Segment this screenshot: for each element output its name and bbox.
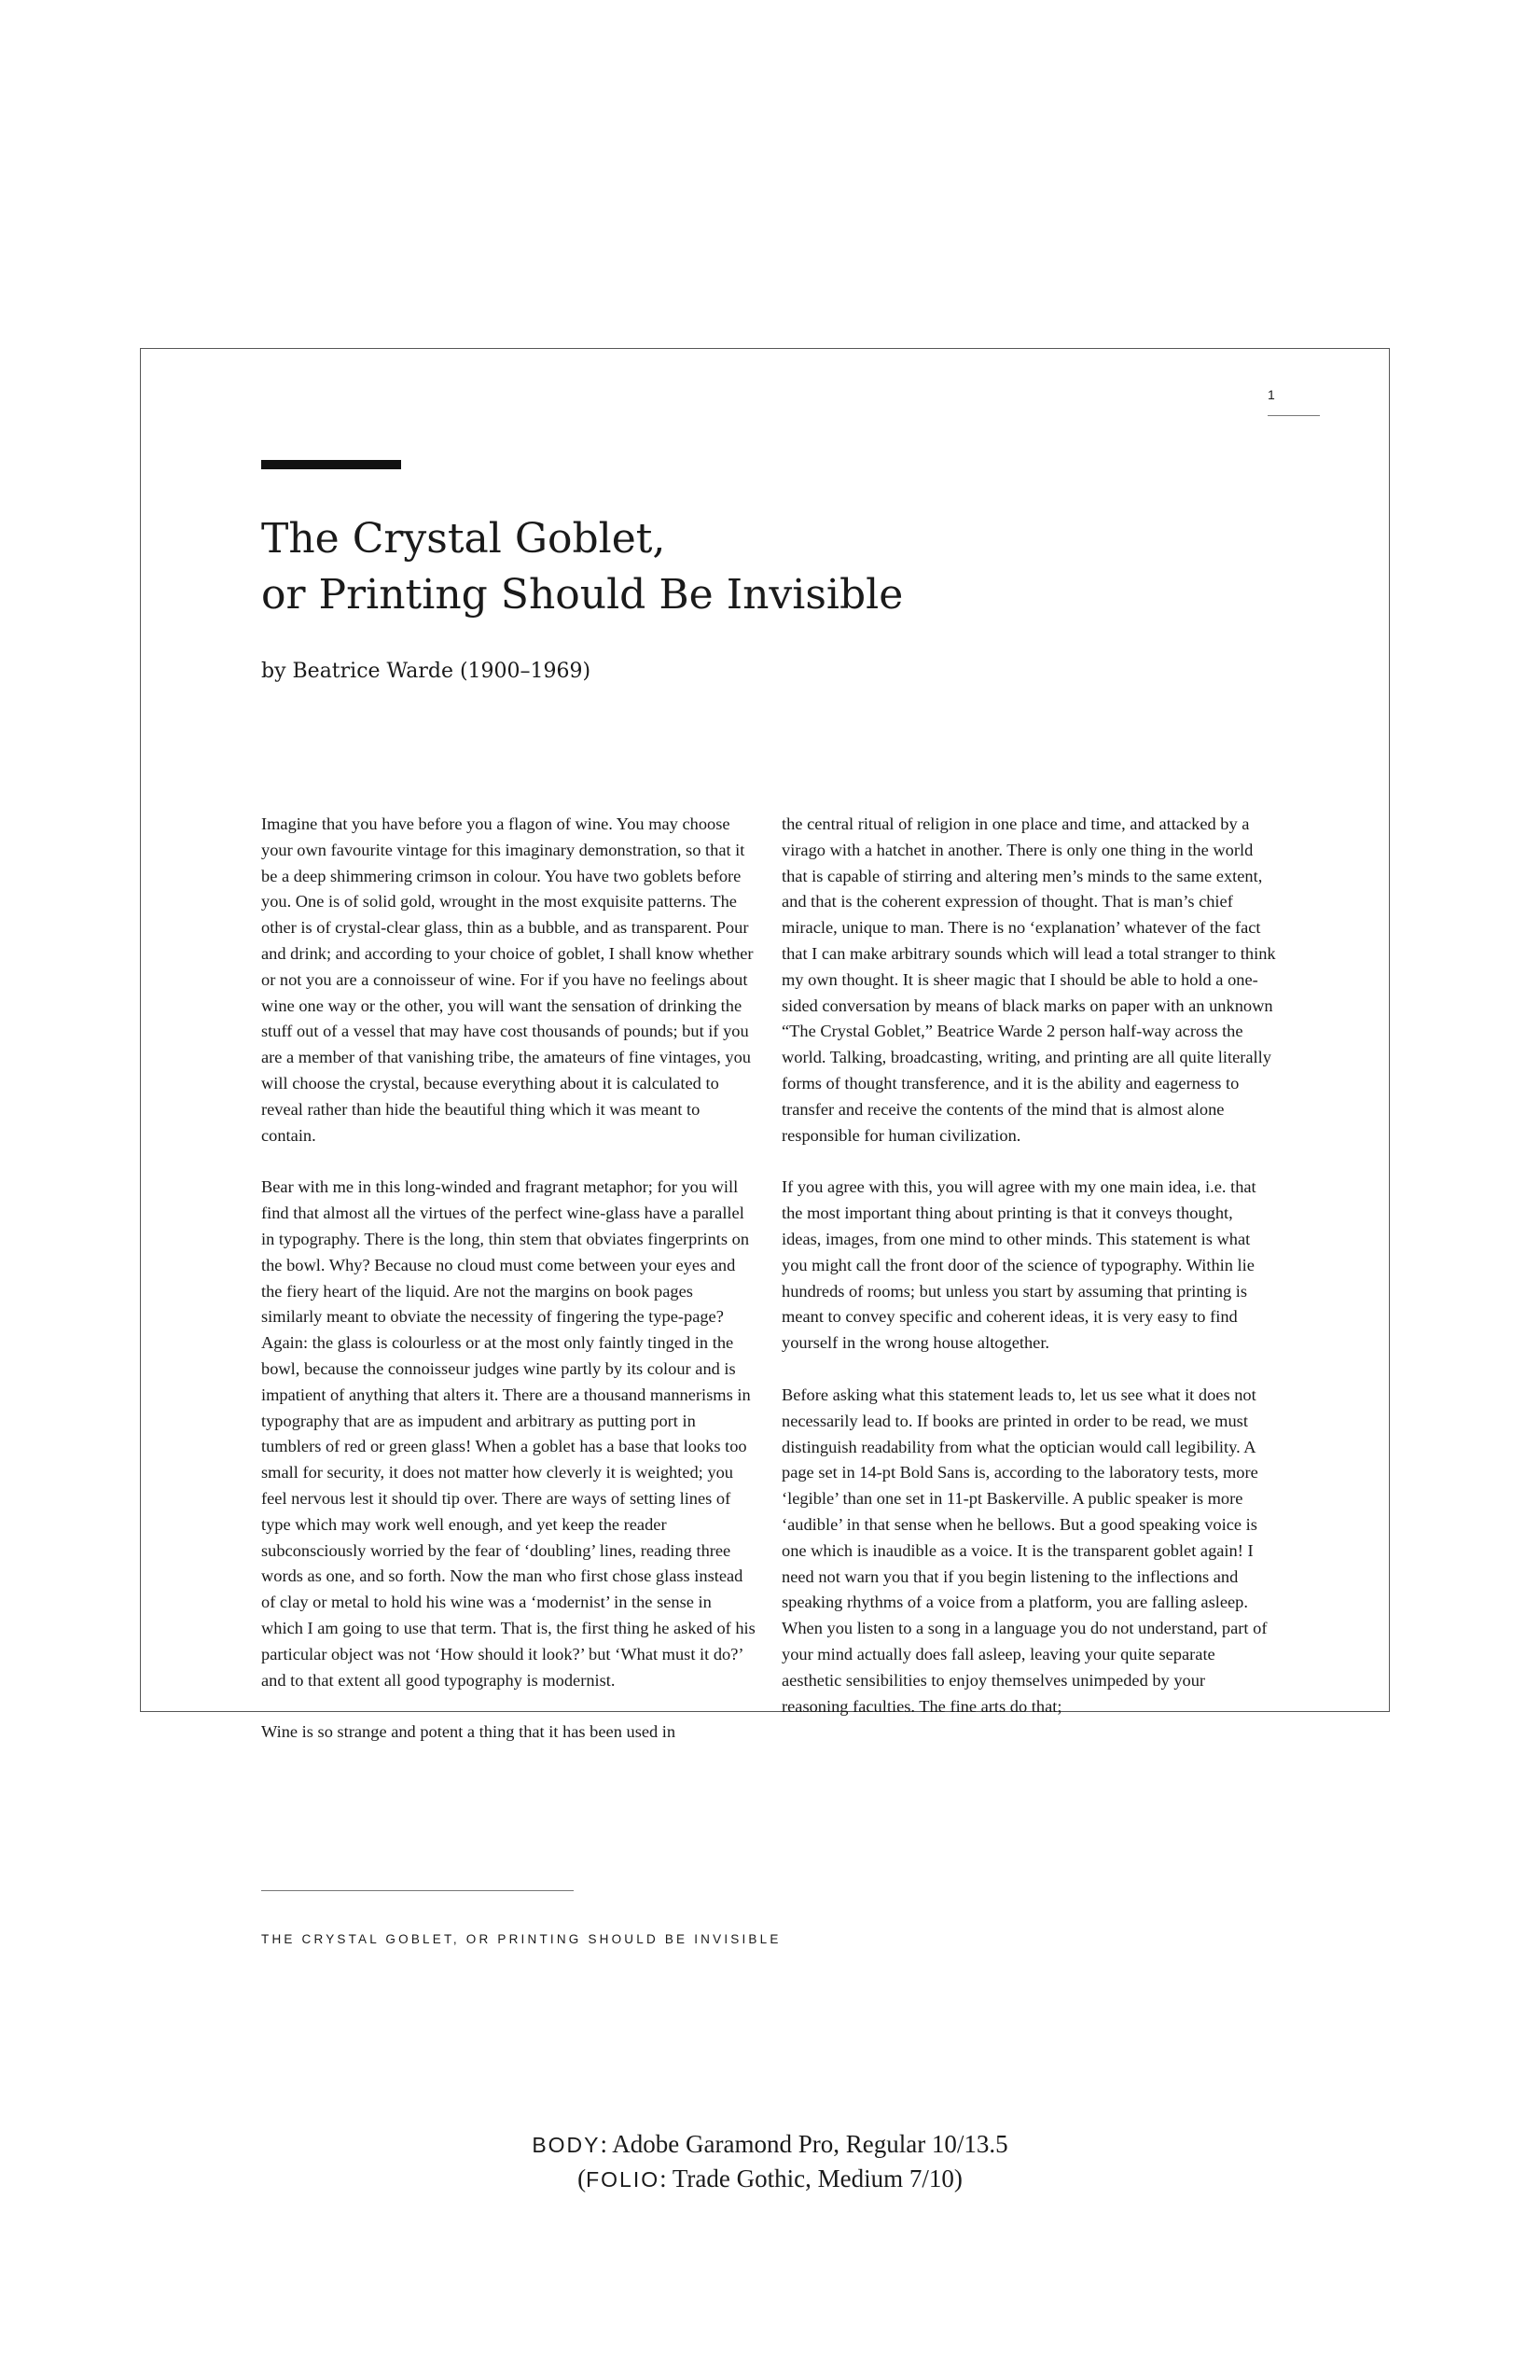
title-line-2: or Printing Should Be Invisible (261, 571, 904, 619)
right-paragraph-2: If you agree with this, you will agree with my one main idea, i.e. that the most important thing about printing is that it conveys thought, ideas, images, from one mind to other minds. This statement is what you might call the front door of the science of typography. Within lie hundreds of rooms; but unless you start by assuming that printing is meant to convey specific and coherent ideas, it is very easy to find yourself in the wrong house altogether. (782, 1177, 1256, 1353)
right-paragraph-3: Before asking what this statement leads to, let us see what it does not necessarily lead to. If books are printed in order to be read, we must distinguish readability from what the optician would call legibility. A page set in 14-pt Bold Sans is, according to the laboratory tests, more ‘legible’ than one set in 11-pt Baskerville. A public speaker is more ‘audible’ in that sense when he bellows. But a good speaking voice is one which is inaudible as a voice. It is the transparent goblet again! I need not warn you that if you begin listening to the inflections and speaking rhythms of a voice from a platform, you are falling asleep. When you listen to a song in a language you do not understand, part of your mind actually does fall asleep, leaving your quite separate aesthetic sensibilities to enjoy themselves unimpeded by your reasoning faculties. The fine arts do that; (782, 1385, 1268, 1716)
left-column (261, 812, 756, 1746)
spec-folio-open: ( (577, 2164, 587, 2192)
spec-folio-text: : Trade Gothic, Medium 7/10) (659, 2164, 963, 2192)
page-title (261, 511, 903, 623)
running-footer: THE CRYSTAL GOBLET, OR PRINTING SHOULD BE INVISIBLE (261, 1932, 782, 1946)
spec-body-label: BODY (532, 2133, 601, 2157)
right-column (782, 812, 1276, 1719)
left-paragraph-1: Imagine that you have before you a flagon of wine. You may choose your own favourite vintage for this imaginary demonstration, so that it be a deep shimmering crimson in colour. You have two goblets before you. One is of solid gold, wrought in the most exquisite patterns. The other is of crystal-clear glass, thin as a bubble, and as transparent. Pour and drink; and according to your choice of goblet, I shall know whether or not you are a connoisseur of wine. For if you have no feelings about wine one way or the other, you will want the sensation of drinking the stuff out of a vessel that may have cost thousands of pounds; but if you are a member of that vanishing tribe, the amateurs of fine vintages, you will choose the crystal, because everything about it is calculated to reveal rather than hide the beautiful thing which it was meant to contain. (261, 814, 754, 1145)
byline: by Beatrice Warde (1900–1969) (261, 660, 591, 683)
title-line-1: The Crystal Goblet, (261, 515, 666, 563)
left-paragraph-3: Wine is so strange and potent a thing that it has been used in (261, 1722, 676, 1742)
right-paragraph-1: the central ritual of religion in one place and time, and attacked by a virago with a hatchet in another. There is only one thing in the world that is capable of stirring and altering men’s minds to the same extent, and that is the coherent expression of thought. That is man’s chief miracle, unique to man. There is no ‘explanation’ whatever of the fact that I can make arbitrary sounds which will lead a total stranger to think my own thought. It is sheer magic that I should be able to hold a one-sided conversation by means of black marks on paper with an unknown “The Crystal Goblet,” Beatrice Warde 2 person half-way across the world. Talking, broadcasting, writing, and printing are all quite literally forms of thought transference, and it is the ability and eagerness to transfer and receive the contents of the mind that is almost alone responsible for human civilization. (782, 814, 1276, 1145)
folio-rule (1268, 415, 1320, 416)
left-paragraph-2: Bear with me in this long-winded and fragrant metaphor; for you will find that almost all the virtues of the perfect wine-glass have a parallel in typography. There is the long, thin stem that obviates fingerprints on the bowl. Why? Because no cloud must come between your eyes and the fiery heart of the liquid. Are not the margins on book pages similarly meant to obviate the necessity of fingering the type-page? Again: the glass is colourless or at the most only faintly tinged in the bowl, because the connoisseur judges wine partly by its colour and is impatient of anything that alters it. There are a thousand mannerisms in typography that are as impudent and arbitrary as putting port in tumblers of red or green glass! When a goblet has a base that looks too small for security, it does not matter how cleverly it is weighted; you feel nervous lest it should tip over. There are ways of setting lines of type which may work well enough, and yet keep the reader subconsciously worried by the fear of ‘doubling’ lines, reading three words as one, and so forth. Now the man who first chose glass instead of clay or metal to hold his wine was a ‘modernist’ in the sense in which I am going to use that term. That is, the first thing he asked of his particular object was not ‘How should it look?’ but ‘What must it do?’ and to that extent all good typography is modernist. (261, 1177, 756, 1690)
spec-body-line (0, 2130, 1540, 2159)
spec-folio-line (0, 2164, 1540, 2193)
spec-folio-label: FOLIO (586, 2167, 660, 2192)
folio-page-number: 1 (1268, 387, 1275, 402)
title-bar (261, 460, 401, 469)
spec-body-text: : Adobe Garamond Pro, Regular 10/13.5 (600, 2130, 1008, 2158)
footer-rule (261, 1890, 574, 1891)
